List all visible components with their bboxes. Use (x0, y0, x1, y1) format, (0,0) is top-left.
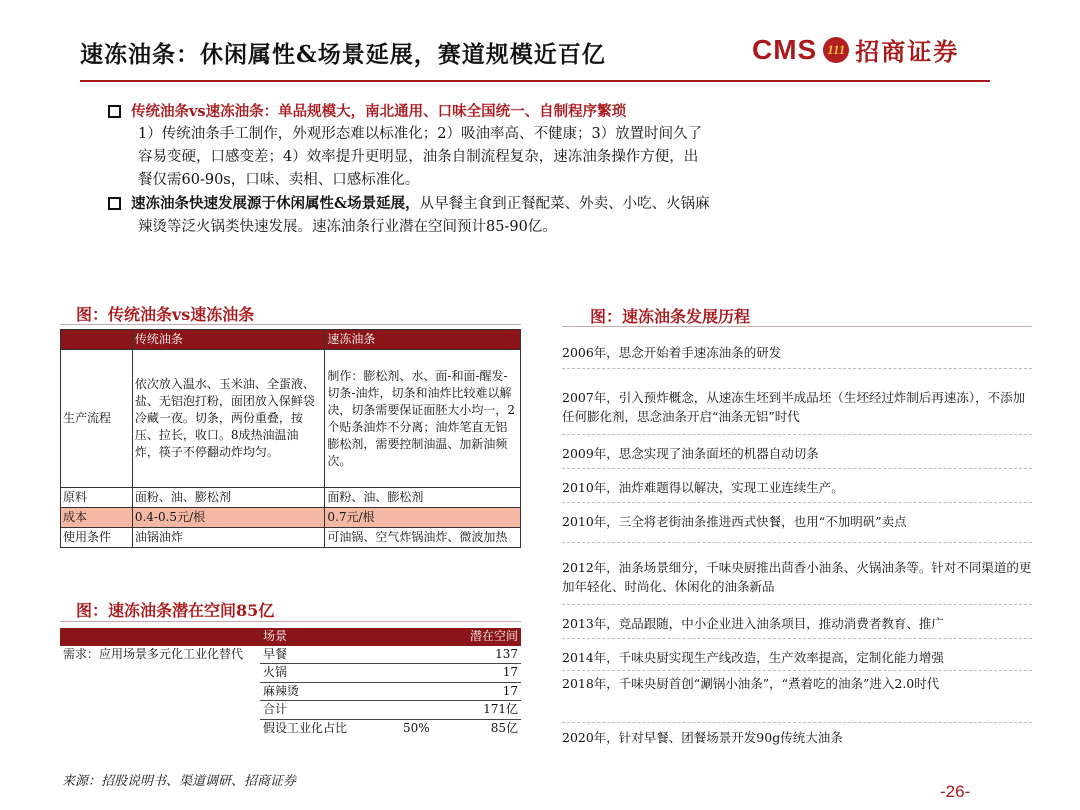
table-cell: 0.7元/根 (325, 508, 521, 528)
bullet-1 (108, 100, 988, 123)
timeline-item (562, 478, 1032, 497)
dashed-divider (562, 638, 1032, 639)
comparison-table (60, 329, 521, 548)
checkbox-square-icon (108, 105, 121, 118)
bullet-1-line-1: 1）传统油条手工制作，外观形态难以标准化；2）吸油率高、不健康；3）放置时间久了 (138, 126, 703, 142)
timeline-text: 2009年，思念实现了油条面坯的机器自动切条 (562, 446, 819, 461)
bullet-2-head: 速冻油条快速发展源于休闲属性&场景延展， (131, 195, 420, 212)
row-label: 生产流程 (61, 350, 133, 488)
timeline-text: 2006年，思念开始着手速冻油条的研发 (562, 345, 782, 360)
source-note: 来源：招股说明书、渠道调研、招商证券 (62, 774, 297, 789)
dashed-divider (562, 670, 1032, 671)
dashed-divider (562, 722, 1032, 723)
row-label: 原料 (61, 488, 133, 508)
potential-table (60, 628, 521, 737)
logo-mark-icon: 111 (823, 37, 849, 63)
timeline-item (562, 648, 1032, 667)
table-cell: 0.4-0.5元/根 (132, 508, 325, 528)
pct-cell (400, 682, 440, 701)
pct-cell: 50% (403, 720, 430, 735)
timeline-text: 2010年，三全将老街油条推进西式快餐，也用“不加明矾”卖点 (562, 514, 907, 529)
demand-cell: 需求：应用场景多元化工业化替代 (63, 646, 244, 661)
table2-title-underline (60, 621, 521, 622)
table-cell: 面粉、油、膨松剂 (325, 488, 521, 508)
timeline-text: 2012年，油条场景细分，千味央厨推出茴香小油条、火锅油条等。针对不同渠道的更加年轻化、时尚化、休闲化的油条新品 (562, 560, 1032, 594)
bullet-1-line-3: 餐仅需60-90s，口味、卖相、口感标准化。 (138, 172, 420, 188)
value-cell: 171亿 (440, 701, 521, 720)
timeline-item (562, 444, 1032, 463)
timeline-item (562, 674, 1032, 693)
bullet-2 (108, 192, 988, 216)
timeline-title-underline (562, 326, 1032, 327)
dashed-divider (562, 468, 1032, 469)
scene-cell: 假设工业化占比 (263, 720, 348, 735)
timeline-text: 2020年，针对早餐、团餐场景开发90g传统大油条 (562, 730, 843, 745)
dashed-divider (562, 434, 1032, 435)
table-row (61, 488, 521, 508)
row-label: 成本 (61, 508, 133, 528)
value-cell: 17 (440, 682, 521, 701)
company-logo (752, 32, 959, 67)
dashed-divider (562, 604, 1032, 605)
bullet-1-head: 传统油条vs速冻油条：单品规模大，南北通用、口味全国统一、自制程序繁琐 (131, 103, 627, 120)
checkbox-square-icon (108, 197, 121, 210)
pct-cell (400, 664, 440, 683)
timeline-item (562, 343, 1032, 362)
bullet-2-tail: 从早餐主食到正餐配菜、外卖、小吃、火锅麻 (419, 196, 710, 212)
timeline-text: 2007年，引入预炸概念，从速冻生坯到半成品坯（生坯经过炸制后再速冻），不添加任何膨化剂，思念油条开启“油条无铝”时代 (562, 390, 1026, 424)
header-cell (400, 628, 440, 646)
timeline-item (562, 558, 1032, 596)
pct-cell (400, 646, 440, 664)
timeline-item (562, 728, 1032, 747)
bullet-1-line-2: 容易变硬，口感变差；4）效率提升更明显，油条自制流程复杂，速冻油条操作方便，出 (138, 149, 699, 165)
timeline-item (562, 388, 1032, 426)
table-row (60, 646, 521, 664)
bullet-2-line-1: 辣烫等泛火锅类快速发展。速冻油条行业潜在空间预计85-90亿。 (138, 219, 557, 235)
table-header-row (60, 628, 521, 646)
dashed-divider (562, 368, 1032, 369)
table-cell: 依次放入温水、玉米油、全蛋液、盐、无铝泡打粉，面团放入保鲜袋冷藏一夜。切条，两份重叠，按压、拉长，收口。8成热油温油炸，筷子不停翻动炸均匀。 (132, 350, 325, 488)
timeline-text: 2014年，千味央厨实现生产线改造，生产效率提高，定制化能力增强 (562, 650, 944, 665)
scene-cell: 合计 (260, 701, 400, 720)
bullet-list (108, 100, 988, 239)
header-cell (61, 330, 133, 350)
table-row (61, 350, 521, 488)
header-cell (60, 628, 260, 646)
table-row (61, 508, 521, 528)
scene-cell: 麻辣烫 (260, 682, 400, 701)
timeline-text: 2010年，油炸难题得以解决，实现工业连续生产。 (562, 480, 844, 495)
header-cell: 传统油条 (132, 330, 325, 350)
header-cell: 场景 (260, 628, 400, 646)
scene-cell: 火锅 (260, 664, 400, 683)
table1-title-underline (60, 324, 521, 325)
timeline-item (562, 512, 1032, 531)
header-cell: 潜在空间 (440, 628, 521, 646)
value-cell: 17 (440, 664, 521, 683)
table-cell: 制作：膨松剂、水、面-和面-醒发-切条-油炸，切条和油炸比较难以解决，切条需要保证面胚大小均一，2个贴条油炸不分离；油炸笔直无铝膨松剂，需要控制油温、加新油频次。 (325, 350, 521, 488)
dashed-divider (562, 542, 1032, 543)
table-cell: 油锅油炸 (132, 528, 325, 548)
page-title: 速冻油条：休闲属性&场景延展，赛道规模近百亿 (80, 41, 606, 68)
table-cell: 面粉、油、膨松剂 (132, 488, 325, 508)
timeline-text: 2018年，千味央厨首创“涮锅小油条”，“煮着吃的油条”进入2.0时代 (562, 676, 940, 691)
dashed-divider (562, 502, 1032, 503)
title-divider (80, 80, 990, 82)
timeline-title: 图：速冻油条发展历程 (590, 307, 751, 326)
timeline-item (562, 614, 1032, 633)
table2-title: 图：速冻油条潜在空间85亿 (76, 601, 275, 620)
table-cell: 可油锅、空气炸锅油炸、微波加热 (325, 528, 521, 548)
pct-cell (400, 701, 440, 720)
timeline-text: 2013年，竞品跟随，中小企业进入油条项目，推动消费者教育、推广 (562, 616, 944, 631)
table1-title: 图：传统油条vs速冻油条 (76, 305, 255, 324)
table-row (61, 528, 521, 548)
logo-cms-text: CMS (752, 33, 818, 65)
row-label: 使用条件 (61, 528, 133, 548)
scene-cell: 早餐 (260, 646, 400, 664)
value-cell: 137 (440, 646, 521, 664)
header-cell: 速冻油条 (325, 330, 521, 350)
table-header-row (61, 330, 521, 350)
value-cell: 85亿 (490, 720, 518, 735)
logo-cn-text: 招商证券 (855, 37, 960, 66)
page-number: -26- (940, 782, 971, 801)
